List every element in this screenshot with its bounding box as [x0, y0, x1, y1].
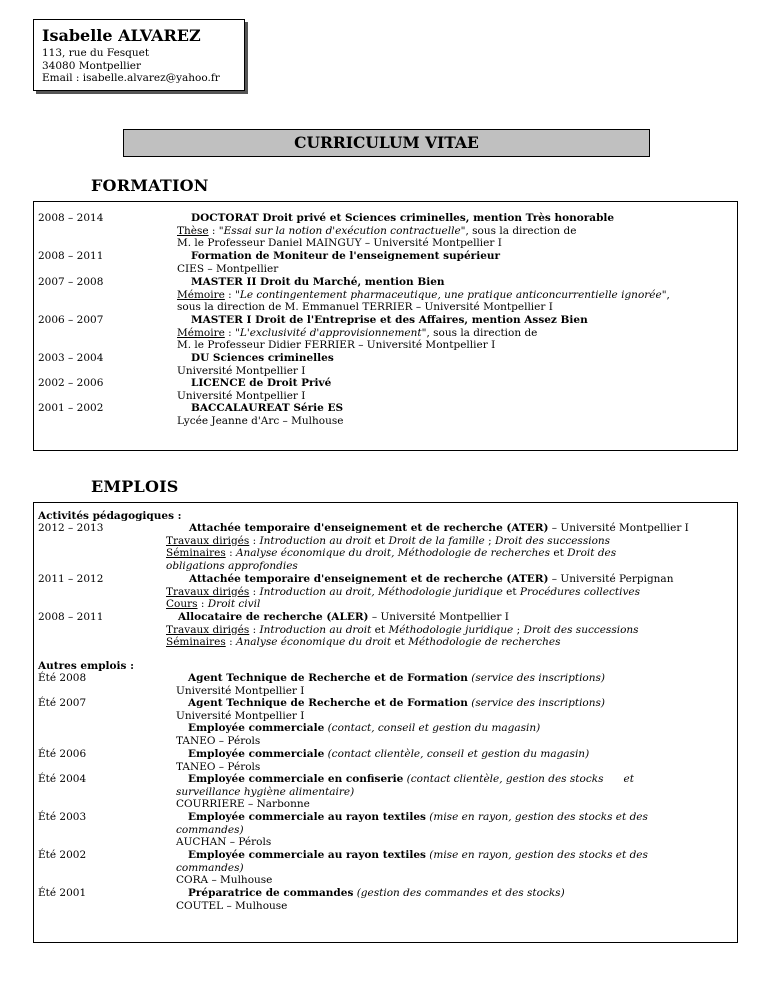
job-title: Agent Technique de Recherche et de Formation (service des inscriptions)	[188, 672, 605, 684]
job-entry	[166, 611, 639, 649]
formation-title: BACCALAUREAT Série ES	[191, 402, 344, 414]
job-date: Été 2007	[38, 697, 87, 709]
job-place: TANEO – Pérols	[176, 760, 261, 773]
job-title: Employée commerciale (contact, conseil et gestion du magasin)	[188, 722, 541, 735]
job-date: Été 2006	[38, 748, 87, 760]
emplois-content	[38, 510, 738, 912]
job-detail: Travaux dirigés : Introduction au droit, Méthodologie juridique et Procédures collectives	[166, 585, 640, 598]
job-entry	[176, 773, 634, 811]
job-title: Attachée temporaire d'enseignement et de recherche (ATER) – Université Montpellier I	[189, 522, 689, 534]
job-place: COUTEL – Mulhouse	[176, 899, 288, 912]
section-title-formation: FORMATION	[91, 176, 209, 195]
job-place: CORA – Mulhouse	[176, 874, 273, 887]
job-entry	[166, 522, 689, 572]
formation-title: DOCTORAT Droit privé et Sciences criminelles, mention Très honorable	[191, 212, 615, 224]
section-title-emplois: EMPLOIS	[91, 477, 179, 496]
job-title: Employée commerciale au rayon textiles (mise en rayon, gestion des stocks et des	[188, 849, 648, 861]
address-line: 113, rue du Fesquet	[42, 47, 150, 59]
job-place: Université Montpellier I	[176, 709, 305, 722]
address-city: 34080 Montpellier	[42, 59, 142, 72]
subsection-autres: Autres emplois :	[38, 660, 134, 672]
formation-entry	[177, 377, 331, 402]
job-date: Été 2004	[38, 773, 87, 785]
job-entry	[176, 697, 605, 747]
job-entry	[176, 748, 589, 773]
job-place: COURRIERE – Narbonne	[176, 798, 310, 811]
formation-title: MASTER I Droit de l'Entreprise et des Affaires, mention Assez Bien	[191, 314, 588, 326]
formation-entry	[177, 314, 588, 352]
job-title: Agent Technique de Recherche et de Formation (service des inscriptions)	[188, 697, 605, 709]
formation-title: MASTER II Droit du Marché, mention Bien	[191, 276, 445, 288]
subsection-pedagogie: Activités pédagogiques :	[38, 510, 182, 522]
job-title: Préparatrice de commandes (gestion des commandes et des stocks)	[188, 887, 565, 899]
formation-date: 2002 – 2006	[38, 377, 104, 389]
formation-entry	[177, 276, 670, 314]
formation-detail: CIES – Montpellier	[177, 262, 279, 275]
job-title: Allocataire de recherche (ALER) – Université Montpellier I	[178, 611, 509, 623]
job-place: AUCHAN – Pérols	[176, 836, 272, 849]
job-place: TANEO – Pérols	[176, 734, 261, 747]
formation-date: 2001 – 2002	[38, 402, 104, 414]
formation-detail: Thèse : "Essai sur la notion d'exécution contractuelle", sous la direction de	[177, 224, 577, 237]
job-place: Université Montpellier I	[176, 684, 305, 697]
formation-entry	[177, 402, 343, 427]
email: Email : isabelle.alvarez@yahoo.fr	[42, 72, 220, 85]
formation-date: 2008 – 2011	[38, 250, 104, 262]
job-date: Été 2002	[38, 849, 87, 861]
formation-title: LICENCE de Droit Privé	[191, 377, 332, 389]
job-detail: Séminaires : Analyse économique du droit, Méthodologie de recherches et Droit des	[166, 547, 617, 560]
job-entry	[176, 887, 565, 912]
formation-detail: Université Montpellier I	[177, 389, 306, 402]
job-date: 2011 – 2012	[38, 573, 104, 585]
job-detail: Cours : Droit civil	[166, 598, 261, 611]
formation-date: 2006 – 2007	[38, 314, 104, 326]
contact-box	[33, 19, 245, 91]
formation-date: 2003 – 2004	[38, 352, 104, 364]
formation-detail-2: sous la direction de M. Emmanuel TERRIER – Université Montpellier I	[177, 301, 553, 314]
job-title: Employée commerciale (contact clientèle, conseil et gestion du magasin)	[188, 748, 590, 760]
formation-entry	[177, 250, 500, 275]
formation-title: DU Sciences criminelles	[191, 352, 334, 364]
job-date: Été 2003	[38, 811, 87, 823]
job-date: 2008 – 2011	[38, 611, 104, 623]
formation-entry	[177, 352, 334, 377]
job-detail: commandes)	[176, 861, 244, 874]
job-detail: commandes)	[176, 823, 244, 836]
job-entry	[176, 811, 648, 849]
job-detail: Travaux dirigés : Introduction au droit et Droit de la famille ; Droit des successions	[166, 534, 611, 547]
formation-detail-2: M. le Professeur Didier FERRIER – Université Montpellier I	[177, 339, 496, 352]
formation-detail: Mémoire : "L'exclusivité d'approvisionnement", sous la direction de	[177, 326, 538, 339]
job-detail: surveillance hygiène alimentaire)	[176, 785, 355, 798]
formation-entry	[177, 212, 614, 250]
candidate-name: Isabelle ALVAREZ	[42, 26, 201, 45]
job-entry	[166, 573, 673, 611]
job-title: Employée commerciale en confiserie (contact clientèle, gestion des stocks et	[188, 773, 634, 785]
formation-date: 2007 – 2008	[38, 276, 104, 288]
formation-detail-2: M. le Professeur Daniel MAINGUY – Université Montpellier I	[177, 237, 502, 250]
job-entry	[176, 849, 648, 887]
job-detail: Séminaires : Analyse économique du droit et Méthodologie de recherches	[166, 636, 561, 649]
document-title: CURRICULUM VITAE	[123, 129, 650, 157]
formation-detail: Mémoire : "Le contingentement pharmaceutique, une pratique anticoncurrentielle ignorée",	[177, 288, 670, 301]
job-date: 2012 – 2013	[38, 522, 104, 534]
formation-detail: Université Montpellier I	[177, 364, 306, 377]
job-title: Attachée temporaire d'enseignement et de recherche (ATER) – Université Perpignan	[189, 573, 674, 585]
job-detail: Travaux dirigés : Introduction au droit et Méthodologie juridique ; Droit des successions	[166, 623, 639, 636]
job-date: Été 2008	[38, 672, 87, 684]
job-entry	[176, 672, 605, 697]
formation-detail: Lycée Jeanne d'Arc – Mulhouse	[177, 414, 344, 427]
job-title: Employée commerciale au rayon textiles (mise en rayon, gestion des stocks et des	[188, 811, 648, 823]
formation-date: 2008 – 2014	[38, 212, 104, 224]
job-date: Été 2001	[38, 887, 87, 899]
job-detail: obligations approfondies	[166, 559, 298, 572]
formation-title: Formation de Moniteur de l'enseignement supérieur	[191, 250, 501, 262]
